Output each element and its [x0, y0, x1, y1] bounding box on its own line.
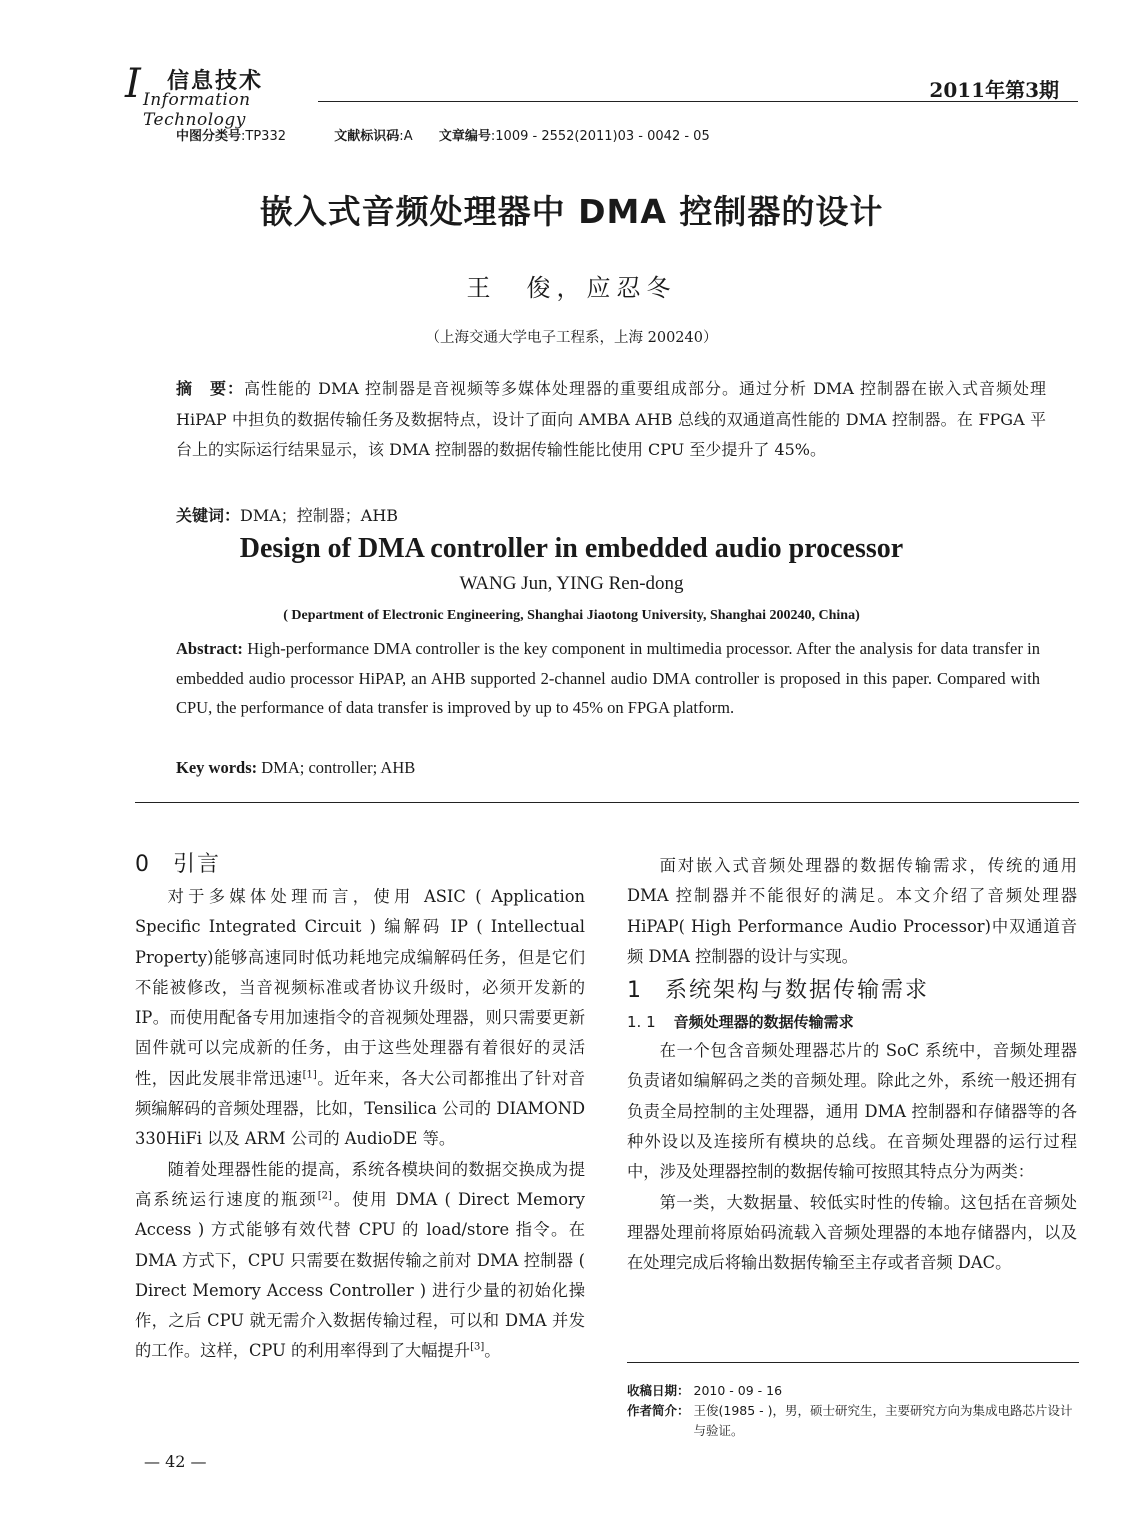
keywords-cn-text: DMA；控制器；AHB — [240, 506, 399, 525]
author-bio-value: 王俊(1985 - )，男，硕士研究生，主要研究方向为集成电路芯片设计与验证。 — [693, 1403, 1073, 1438]
author-bio-label: 作者简介： — [627, 1403, 690, 1418]
footnote-rule — [627, 1362, 1079, 1363]
page-number: — 42 — — [144, 1452, 207, 1471]
s0-p2-text-b: 。使用 DMA ( Direct Memory Access ) 方式能够有效代替 CPU 的 load/store 指令。在 DMA 方式下，CPU 只需要在数据传输之前对 DMA 控制器 ( Direct Memory Access Controller ) 进行少量的初始化操作，之后 CPU 就无需介入数据传输过程，可以和 DMA 并发的工作。这样，CPU 的利用率得到了大幅提升 — [135, 1189, 585, 1361]
issue-label: 2011年第3期 — [929, 78, 1059, 102]
author-bio-row — [627, 1401, 1082, 1441]
ref-2: [2] — [317, 1190, 332, 1202]
section-1-1-number: 1. 1 — [627, 1013, 656, 1032]
keywords-cn-label: 关键词： — [176, 506, 241, 525]
logo-mark: I — [125, 61, 141, 107]
section-0-paragraph-3: 面对嵌入式音频处理器的数据传输需求，传统的通用 DMA 控制器并不能很好的满足。本文介绍了音频处理器 HiPAP( High Performance Audio Processor)中双通道音频 DMA 控制器的设计与实现。 — [627, 856, 1077, 966]
logo-title-cn: 信息技术 — [167, 69, 264, 94]
keywords-cn — [176, 503, 398, 526]
classification-line — [176, 125, 710, 144]
footnote — [627, 1381, 1082, 1441]
article-number-value: 1009 - 2552(2011)03 - 0042 - 05 — [495, 129, 710, 144]
s0-p1-text-b: 。近年来，各大公司都推出了针对音频编解码的音频处理器，比如，Tensilica 公司的 DIAMOND 330HiFi 以及 ARM 公司的 AudioDE 等。 — [135, 1068, 585, 1149]
keywords-en — [176, 758, 415, 778]
section-1-1-heading — [627, 1008, 1077, 1036]
keywords-en-label: Key words: — [176, 758, 258, 777]
abstract-en-label: Abstract: — [176, 639, 243, 658]
doc-code-colon: : — [399, 129, 404, 144]
logo-title-en: Information Technology — [143, 90, 251, 130]
abstract-en-text: High-performance DMA controller is the key component in multimedia processor. After the analysis for data transfer in embedded audio processor HiPAP, an AHB supported 2-channel audio DMA controller is proposed in this paper. Compared with CPU, the performance of data transfer is improved by up to 45% on FPGA platform. — [176, 639, 1041, 717]
section-0-paragraph-2 — [135, 1155, 585, 1367]
s0-p2-text-c: 。 — [484, 1341, 501, 1361]
abstract-cn-label: 摘 要： — [176, 379, 245, 398]
section-1-1-paragraph-2: 第一类，大数据量、较低实时性的传输。这包括在音频处理器处理前将原始码流载入音频处理器的本地存储器内，以及在处理完成后将输出数据传输至主存或者音频 DAC。 — [627, 1192, 1077, 1273]
clc-label: 中图分类号 — [176, 129, 242, 144]
abstract-cn — [176, 374, 1046, 466]
affiliation-cn: （上海交通大学电子工程系，上海 200240） — [425, 330, 718, 346]
section-1-1-paragraph-1: 在一个包含音频处理器芯片的 SoC 系统中，音频处理器负责诸如编解码之类的音频处理。除此之外，系统一般还拥有负责全局控制的主处理器，通用 DMA 控制器和存储器等的各种外设以及连接所有模块的总线。在音频处理器的运行过程中，涉及处理器控制的数据传输可按照其特点分为两类： — [627, 1041, 1077, 1182]
section-0-number: 0 — [135, 852, 151, 877]
ref-3: [3] — [470, 1342, 485, 1354]
abstract-en — [176, 634, 1040, 723]
section-1-number: 1 — [627, 978, 643, 1004]
abstract-rule — [135, 802, 1079, 803]
article-number-colon: : — [490, 129, 496, 144]
header-rule — [318, 101, 1078, 102]
paper-title-cn: 嵌入式音频处理器中 DMA 控制器的设计 — [259, 192, 884, 231]
received-date-row — [627, 1381, 1082, 1401]
ref-1: [1] — [302, 1069, 317, 1081]
doc-code-value: A — [403, 129, 413, 144]
s0-p1-text-a: 对于多媒体处理而言，使用 ASIC ( Application Specific Integrated Circuit ) 编解码 IP ( Intellectual Property)能够高速同时低功耗地完成编解码任务，但是它们不能被修改，当音视频标准或者协议升级时，必须开发新的 IP。而使用配备专用加速指令的音视频处理器，则只需要更新固件就可以完成新的任务，由于这些处理器有着很好的灵活性，因此发展非常迅速 — [135, 887, 585, 1088]
body-right-column — [627, 851, 1077, 1279]
abstract-cn-text: 高性能的 DMA 控制器是音视频等多媒体处理器的重要组成部分。通过分析 DMA 控制器在嵌入式音频处理 HiPAP 中担负的数据传输任务及数据特点，设计了面向 AMBA AHB 总线的双通道高性能的 DMA 控制器。在 FPGA 平台上的实际运行结果显示，该 DMA 控制器的数据传输性能比使用 CPU 至少提升了 45%。 — [176, 379, 1046, 459]
affiliation-en: ( Department of Electronic Engineering, Shanghai Jiaotong University, Shanghai 200240, China) — [283, 608, 860, 623]
section-1-1-title: 音频处理器的数据传输需求 — [673, 1013, 854, 1032]
section-0-heading — [135, 848, 585, 882]
section-1-title: 系统架构与数据传输需求 — [665, 978, 930, 1004]
received-date-label: 收稿日期： — [627, 1383, 690, 1398]
journal-logo — [125, 61, 325, 130]
received-date-value: 2010 - 09 - 16 — [693, 1383, 783, 1398]
authors-cn: 王 俊，应忍冬 — [466, 274, 677, 302]
section-0-title: 引言 — [173, 852, 222, 877]
clc-colon: : — [241, 129, 246, 144]
paper-title-en: Design of DMA controller in embedded audio processor — [239, 533, 904, 564]
clc-value: TP332 — [245, 129, 286, 144]
section-0-paragraph-1 — [135, 882, 585, 1155]
article-number-label: 文章编号 — [438, 129, 491, 144]
s0-p2-text-a: 随着处理器性能的提高，系统各模块间的数据交换成为提高系统运行速度的瓶颈 — [135, 1159, 585, 1209]
section-1-heading — [627, 974, 1077, 1008]
authors-en: WANG Jun, YING Ren-dong — [459, 573, 684, 594]
keywords-en-text: DMA; controller; AHB — [261, 758, 416, 777]
body-left-column — [135, 846, 585, 1367]
doc-code-label: 文献标识码 — [334, 129, 400, 144]
